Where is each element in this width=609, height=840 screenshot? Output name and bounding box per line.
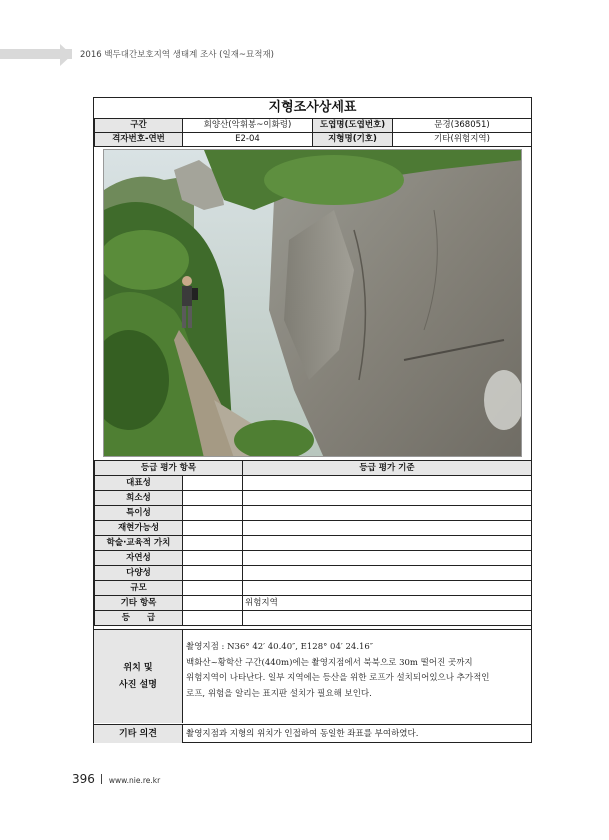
eval-criteria [243, 611, 532, 626]
eval-score [183, 551, 243, 566]
eval-item: 자연성 [95, 551, 183, 566]
eval-score [183, 521, 243, 536]
footer-url[interactable]: www.nie.re.kr [108, 776, 161, 785]
eval-criteria [243, 506, 532, 521]
table-row [95, 476, 532, 491]
evaluation-table [94, 460, 532, 626]
eval-item: 기타 항목 [95, 596, 183, 611]
eval-item: 다양성 [95, 566, 183, 581]
location-line: 촬영지점 : N36° 42′ 40.40″, E128° 04′ 24.16″ [186, 642, 374, 652]
eval-criteria [243, 521, 532, 536]
table-row [95, 491, 532, 506]
location-line: 위험지역이 나타난다. 일부 지역에는 등산을 위한 로프가 설치되어있으나 추가적인 [186, 673, 490, 683]
location-description [186, 640, 526, 702]
eval-score [183, 566, 243, 581]
table-row [95, 536, 532, 551]
eval-score [183, 611, 243, 626]
other-opinion-section [94, 724, 531, 743]
table-row [95, 566, 532, 581]
rock-cliff-photo [104, 150, 522, 457]
eval-item: 재현가능성 [95, 521, 183, 536]
table-row [95, 611, 532, 626]
landform-value: 기타(위험지역) [393, 133, 532, 147]
location-label-line: 위치 및 [123, 662, 153, 673]
eval-score [183, 476, 243, 491]
eval-score [183, 536, 243, 551]
table-row [95, 596, 532, 611]
eval-criteria-header: 등급 평가 기준 [243, 461, 532, 476]
eval-item: 희소성 [95, 491, 183, 506]
survey-sheet [93, 97, 532, 743]
eval-item: 규모 [95, 581, 183, 596]
eval-criteria [243, 551, 532, 566]
page-number: 396 [72, 772, 95, 786]
grid-label: 격자번호-연번 [95, 133, 183, 147]
section-label: 구간 [95, 119, 183, 133]
eval-score [183, 506, 243, 521]
table-row [95, 506, 532, 521]
location-label-line: 사진 설명 [119, 679, 157, 690]
eval-item-header: 등급 평가 항목 [95, 461, 243, 476]
footer-divider [101, 774, 102, 784]
meta-table [94, 118, 532, 147]
eval-item: 학술·교육적 가치 [95, 536, 183, 551]
location-label [94, 630, 183, 723]
eval-criteria [243, 566, 532, 581]
eval-score [183, 581, 243, 596]
grid-value: E2-04 [183, 133, 313, 147]
location-line: 로프, 위험을 알리는 표지판 설치가 필요해 보인다. [186, 688, 372, 699]
section-value: 회양산(악휘봉~이화령) [183, 119, 313, 133]
other-opinion-text: 촬영지점과 지형의 위치가 인접하여 동일한 좌표를 부여하였다. [186, 729, 419, 739]
eval-item: 등 급 [95, 611, 183, 626]
site-photo [103, 149, 522, 457]
other-opinion-label: 기타 의견 [94, 725, 183, 743]
eval-score [183, 491, 243, 506]
table-row [95, 581, 532, 596]
map-value: 문경(368051) [393, 119, 532, 133]
table-row [95, 551, 532, 566]
eval-item: 대표성 [95, 476, 183, 491]
page-footer [72, 772, 160, 786]
running-header-title: 2016 백두대간보호지역 생태계 조사 (일재~묘적재) [80, 50, 274, 60]
table-row [95, 521, 532, 536]
map-label: 도엽명(도엽번호) [313, 119, 393, 133]
eval-score [183, 596, 243, 611]
location-line: 백화산~황학산 구간(440m)에는 촬영지점에서 북북으로 30m 떨어진 곳까지 [186, 657, 473, 668]
eval-criteria [243, 536, 532, 551]
sheet-title: 지형조사상세표 [94, 98, 531, 119]
eval-criteria [243, 476, 532, 491]
landform-label: 지형명(기호) [313, 133, 393, 147]
eval-item: 특이성 [95, 506, 183, 521]
eval-criteria: 위험지역 [243, 596, 532, 611]
eval-criteria [243, 581, 532, 596]
eval-criteria [243, 491, 532, 506]
location-section [94, 629, 531, 723]
